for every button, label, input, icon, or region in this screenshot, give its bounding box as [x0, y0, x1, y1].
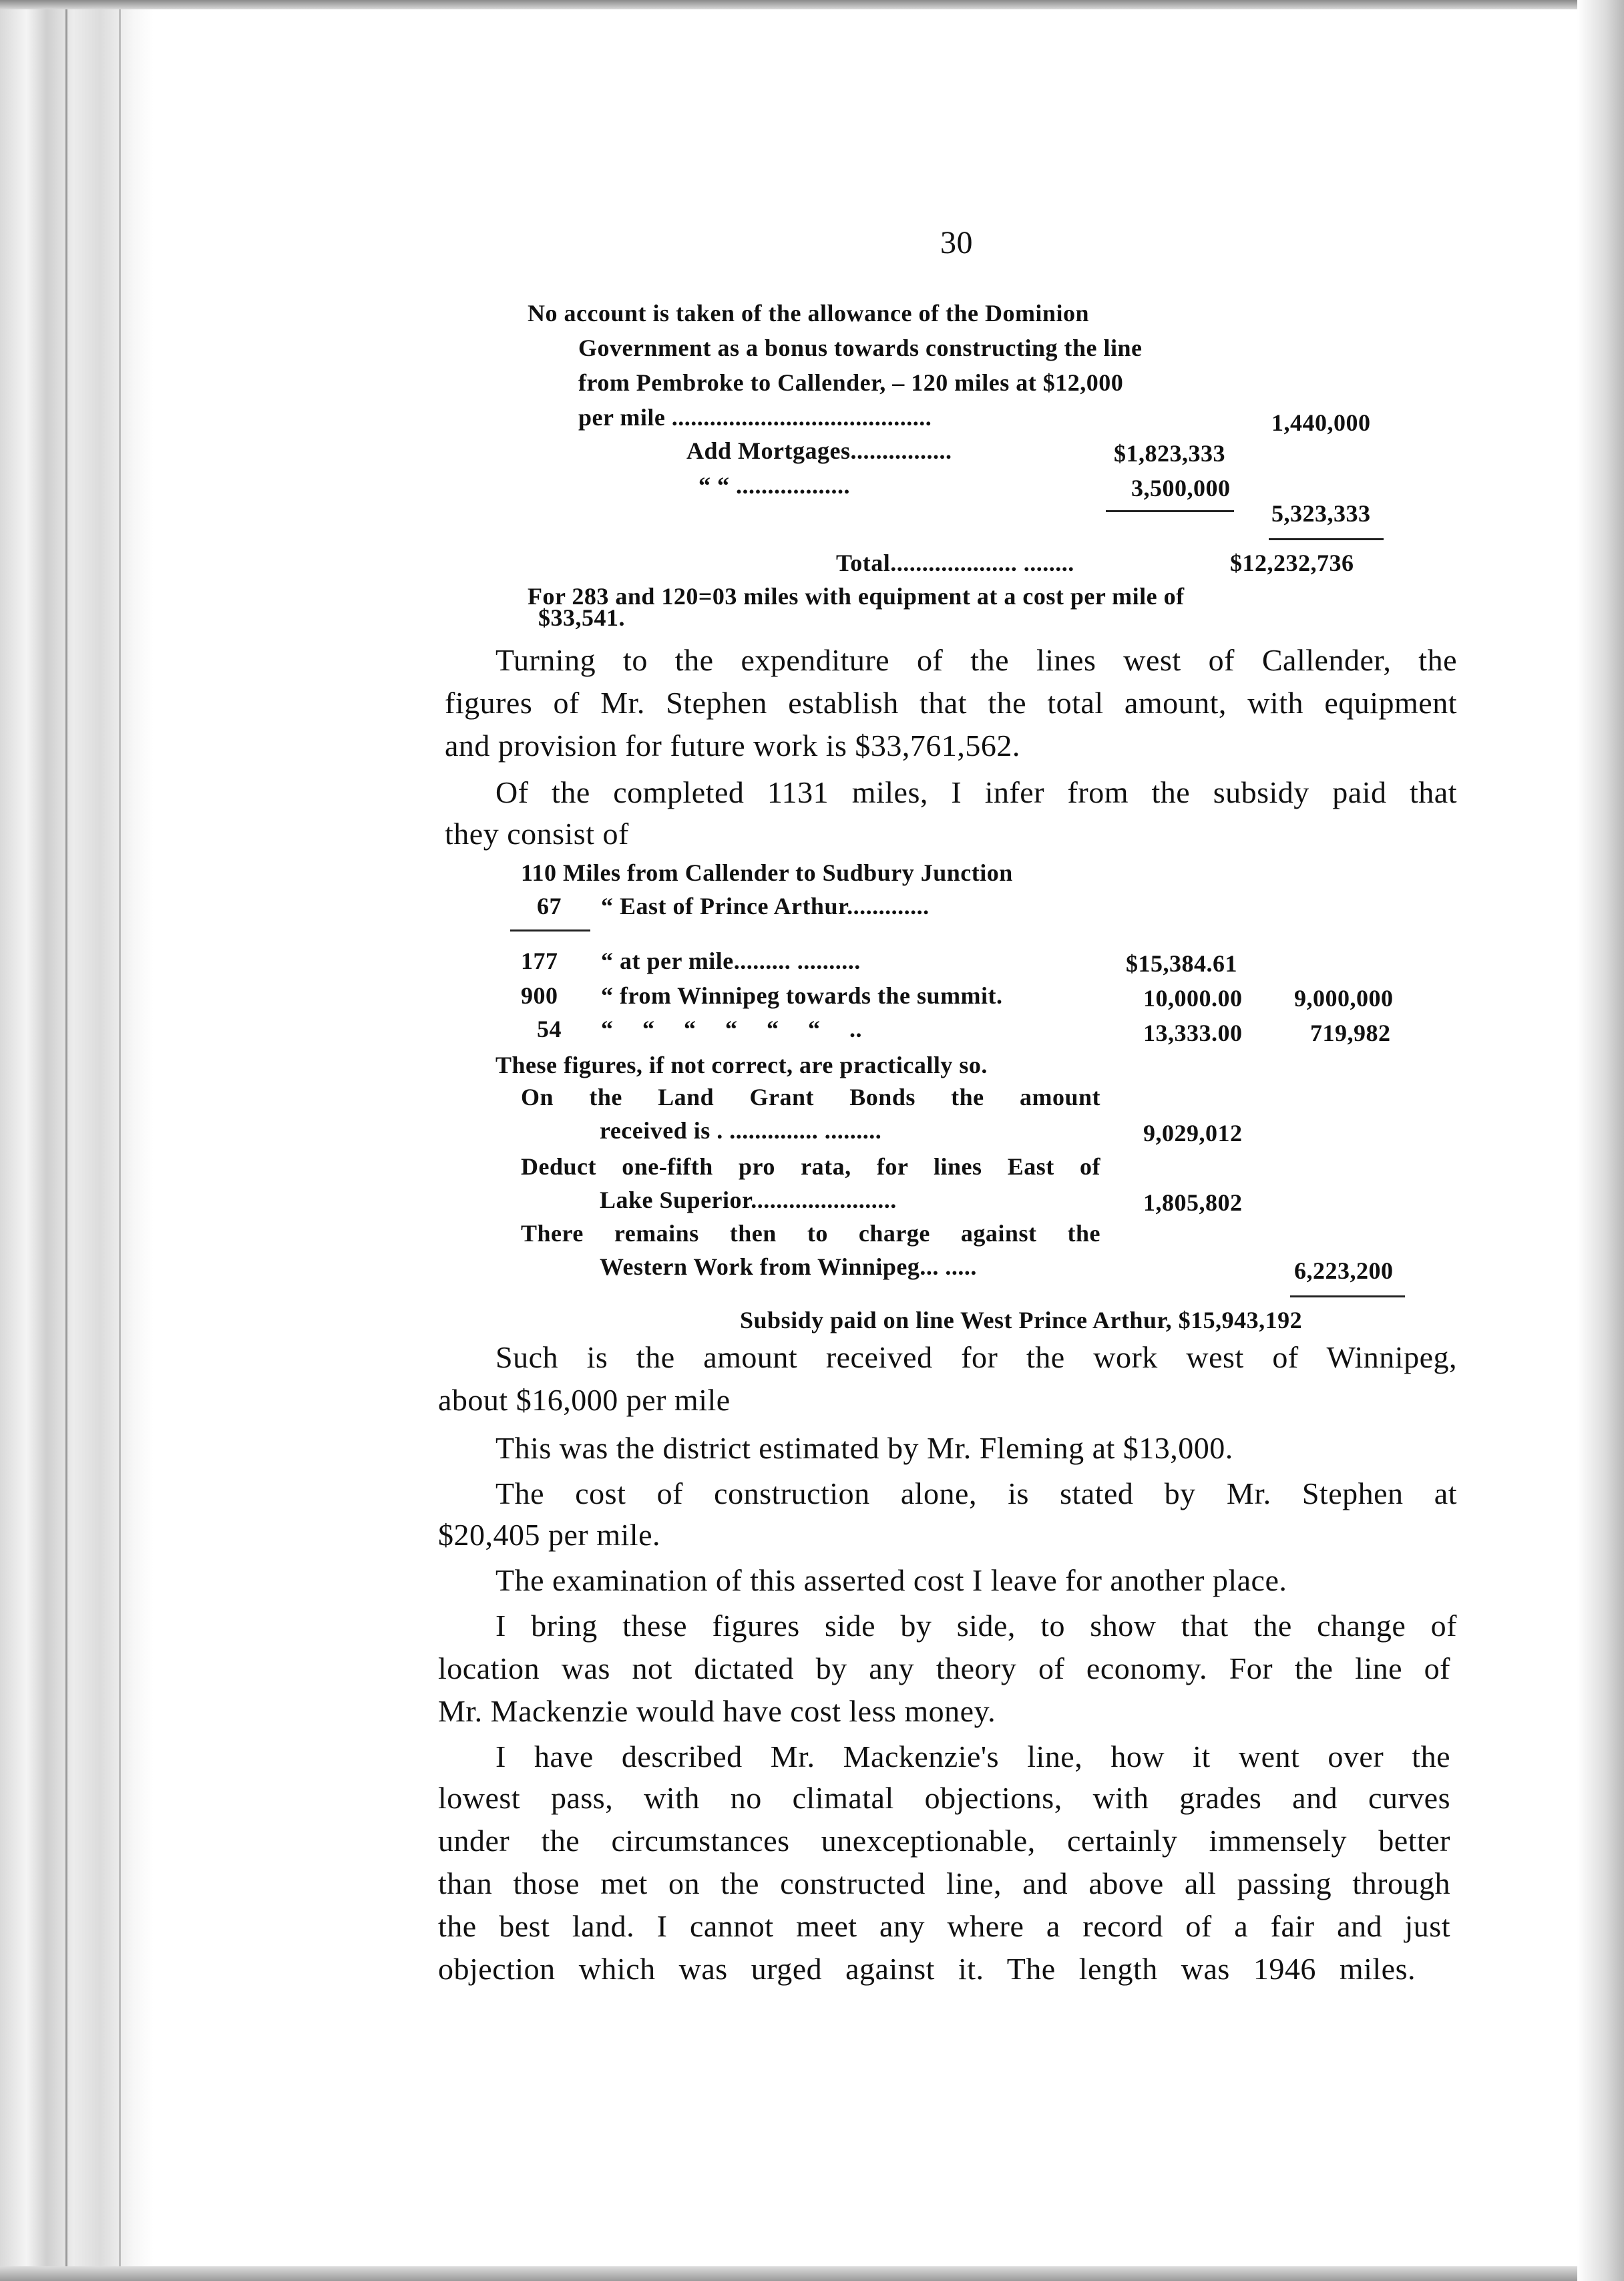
miles-row-number: 177: [521, 948, 558, 974]
subsidy-line: Subsidy paid on line West Prince Arthur, $15,943,192: [740, 1307, 1303, 1333]
body-line: Turning to the expenditure of the lines west of Callender, the: [495, 643, 1457, 677]
total-label: Total.................... ........: [836, 550, 1074, 576]
miles-row-number: 67: [537, 893, 562, 919]
block1-line: No account is taken of the allowance of the Dominion: [528, 300, 1089, 327]
body-line: under the circumstances unexceptionable, certainly immensely better: [438, 1824, 1450, 1858]
rate-per-mile: 13,333.00: [1143, 1020, 1243, 1046]
miles-row-text: “ East of Prince Arthur.............: [601, 893, 930, 919]
body-line: and provision for future work is $33,761,562.: [445, 729, 1020, 763]
body-line: objection which was urged against it. The length was 1946 miles.: [438, 1952, 1416, 1986]
miles-row-text: “ from Winnipeg towards the summit.: [601, 982, 1003, 1009]
body-line: Of the completed 1131 miles, I infer from the subsidy paid that: [495, 775, 1457, 809]
table-text: received is . .............. .........: [600, 1117, 882, 1144]
body-line: I have described Mr. Mackenzie's line, how it went over the: [495, 1739, 1450, 1774]
rate-per-mile: $15,384.61: [1126, 950, 1237, 977]
sum-rule: [1106, 510, 1234, 512]
remaining-amount: 6,223,200: [1294, 1257, 1394, 1284]
body-line: The examination of this asserted cost I leave for another place.: [495, 1563, 1287, 1597]
miles-row-number: 900: [521, 982, 558, 1009]
table-text: On the Land Grant Bonds the amount: [521, 1084, 1100, 1110]
body-line: the best land. I cannot meet any where a record of a fair and just: [438, 1909, 1450, 1943]
body-line: they consist of: [445, 817, 629, 851]
table-text: There remains then to charge against the: [521, 1220, 1100, 1247]
mortgage-amount: 3,500,000: [1131, 475, 1231, 501]
body-line: Mr. Mackenzie would have cost less money.: [438, 1694, 996, 1728]
body-line: I bring these figures side by side, to show that the change of: [495, 1609, 1457, 1643]
sum-rule: [1290, 1295, 1405, 1297]
add-mortgages-label: Add Mortgages................: [686, 437, 952, 464]
table-text: Western Work from Winnipeg... .....: [600, 1253, 977, 1280]
cost-per-mile-line: $33,541.: [538, 604, 625, 631]
sum-rule: [1269, 538, 1384, 540]
row-total: 9,000,000: [1294, 985, 1394, 1012]
body-line: than those met on the constructed line, and above all passing through: [438, 1866, 1450, 1900]
block1-line: Government as a bonus towards constructing the line: [578, 335, 1143, 361]
block1-line: per mile .........................................: [578, 404, 932, 431]
body-line: This was the district estimated by Mr. Fleming at $13,000.: [495, 1431, 1233, 1465]
body-line: $20,405 per mile.: [438, 1518, 660, 1552]
rate-per-mile: 10,000.00: [1143, 985, 1243, 1012]
body-line: Such is the amount received for the work west of Winnipeg,: [495, 1340, 1457, 1374]
body-line: lowest pass, with no climatal objections, with grades and curves: [438, 1781, 1450, 1815]
body-line: figures of Mr. Stephen establish that the total amount, with equipment: [445, 686, 1457, 720]
miles-row-text: “ at per mile......... ..........: [601, 948, 861, 974]
table-text: Lake Superior.......................: [600, 1187, 897, 1213]
cost-per-mile-line: For 283 and 120=03 miles with equipment at a cost per mile of: [528, 583, 1185, 610]
page-number: 30: [940, 225, 973, 260]
ditto-line: “ “ ..................: [698, 472, 850, 499]
miles-row-text: “ “ “ “ “ “ ..: [601, 1016, 862, 1042]
land-grant-amount: 9,029,012: [1143, 1120, 1243, 1147]
body-line: location was not dictated by any theory of economy. For the line of: [438, 1651, 1450, 1685]
row-total: 719,982: [1310, 1020, 1391, 1046]
table-text: Deduct one-fifth pro rata, for lines East of: [521, 1153, 1100, 1180]
deduct-amount: 1,805,802: [1143, 1189, 1243, 1216]
mortgage-total: 5,323,333: [1271, 500, 1371, 527]
block1-line: from Pembroke to Callender, – 120 miles at $12,000: [578, 369, 1124, 396]
body-line: The cost of construction alone, is stated by Mr. Stephen at: [495, 1476, 1457, 1510]
sum-rule: [510, 929, 590, 931]
allowance-amount: 1,440,000: [1271, 409, 1371, 436]
miles-row: 110 Miles from Callender to Sudbury Junction: [521, 859, 1013, 886]
table-note: These figures, if not correct, are practically so.: [495, 1052, 988, 1078]
grand-total: $12,232,736: [1230, 550, 1354, 576]
mortgage-amount: $1,823,333: [1114, 440, 1225, 467]
body-line: about $16,000 per mile: [438, 1383, 731, 1417]
miles-row-number: 54: [537, 1016, 562, 1042]
